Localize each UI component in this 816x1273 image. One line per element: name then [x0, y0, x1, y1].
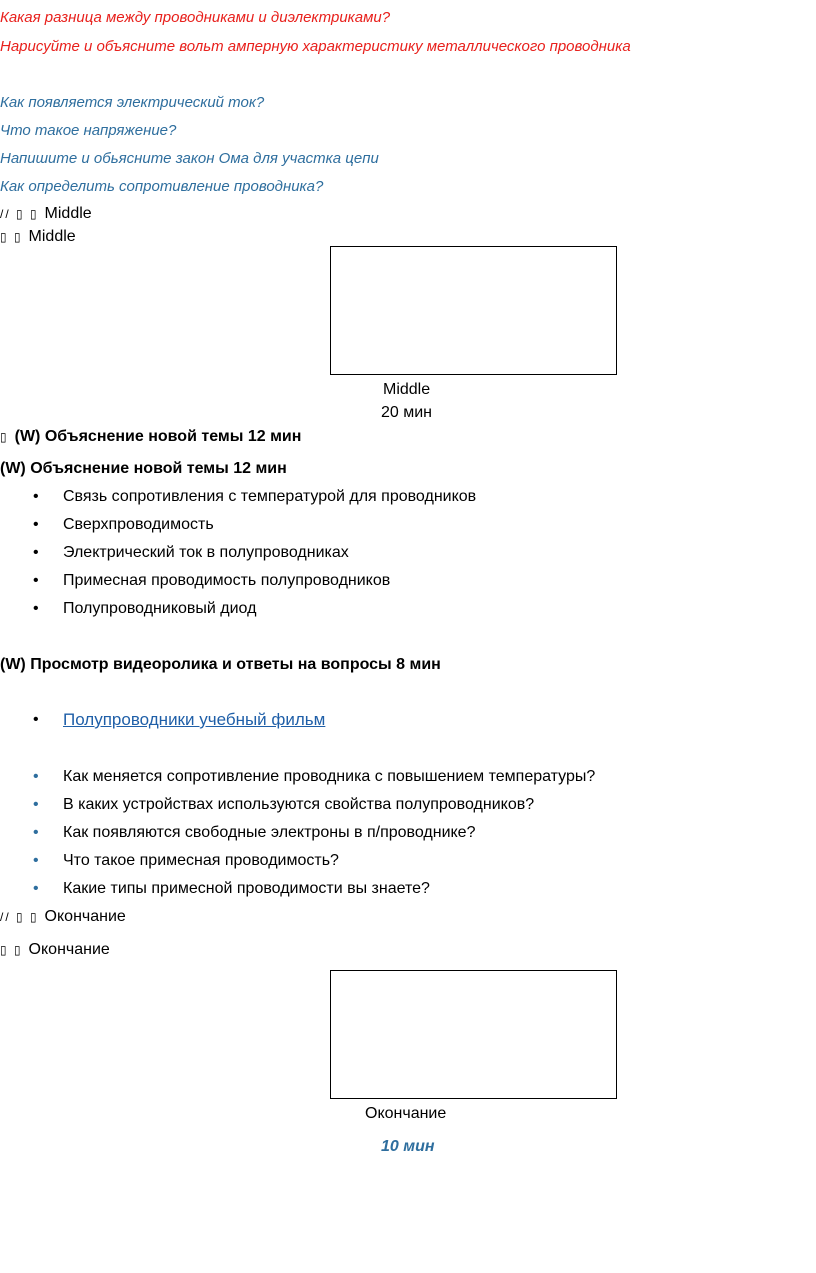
middle-label-line-2 — [0, 227, 76, 247]
list-item — [0, 543, 476, 563]
bullet-icon: • — [33, 852, 39, 869]
list-item — [0, 487, 476, 507]
middle-label-line-1 — [0, 204, 92, 224]
list-item — [0, 795, 595, 815]
list-item-text: Как появляются свободные электроны в п/проводнике? — [63, 824, 476, 841]
question-voltage: Что такое напряжение? — [0, 122, 177, 139]
list-item — [0, 709, 325, 732]
video-heading: (W) Просмотр видеоролика и ответы на вопросы 8 мин — [0, 656, 441, 673]
missing-glyph-icon: // ▯ ▯ — [0, 207, 39, 221]
middle-image-frame — [330, 246, 617, 375]
question-volt-ampere: Нарисуйте и объясните вольт амперную характеристику металлического проводника — [0, 38, 631, 55]
list-item — [0, 851, 595, 871]
bullet-icon: • — [33, 768, 39, 785]
new-topic-list — [0, 487, 476, 619]
bullet-icon: • — [33, 572, 39, 589]
ending-time: 10 мин — [381, 1138, 435, 1155]
list-item — [0, 599, 476, 619]
middle-label-2: Middle — [28, 228, 76, 245]
missing-glyph-icon: ▯ ▯ — [0, 943, 23, 957]
list-item-text: Что такое примесная проводимость? — [63, 852, 339, 869]
bullet-icon: • — [33, 880, 39, 897]
new-topic-heading-1: (W) Объяснение новой темы 12 мин — [14, 428, 302, 445]
new-topic-heading-2: (W) Объяснение новой темы 12 мин — [0, 460, 287, 477]
bullet-icon: • — [33, 516, 39, 533]
ending-image-frame — [330, 970, 617, 1099]
ending-label-line-1 — [0, 907, 126, 927]
list-item — [0, 515, 476, 535]
ending-label-1: Окончание — [44, 908, 126, 925]
new-topic-heading-glyph-line — [0, 427, 301, 447]
missing-glyph-icon: // ▯ ▯ — [0, 910, 39, 924]
list-item-text: Какие типы примесной проводимости вы знаете? — [63, 880, 430, 897]
question-conductors-dielectrics: Какая разница между проводниками и диэлектриками? — [0, 9, 391, 26]
bullet-icon: • — [33, 488, 39, 505]
ending-label-2: Окончание — [28, 941, 110, 958]
question-resistance: Как определить сопротивление проводника? — [0, 178, 324, 195]
middle-time: 20 мин — [381, 404, 433, 421]
list-item-text: В каких устройствах используются свойства полупроводников? — [63, 796, 535, 813]
video-questions-list — [0, 767, 595, 899]
middle-label-1: Middle — [44, 205, 92, 222]
video-link-list — [0, 709, 325, 732]
list-item-text: Электрический ток в полупроводниках — [63, 544, 349, 561]
missing-glyph-icon: ▯ ▯ — [0, 230, 23, 244]
bullet-icon: • — [33, 711, 39, 728]
bullet-icon: • — [33, 796, 39, 813]
missing-glyph-icon: ▯ — [0, 430, 9, 444]
list-item-text: Связь сопротивления с температурой для проводников — [63, 488, 477, 505]
bullet-icon: • — [33, 824, 39, 841]
list-item-text: Примесная проводимость полупроводников — [63, 572, 391, 589]
list-item — [0, 767, 595, 787]
question-ohm-law: Напишите и обьясните закон Ома для участка цепи — [0, 150, 379, 167]
middle-caption: Middle — [383, 381, 431, 398]
bullet-icon: • — [33, 544, 39, 561]
list-item-text: Полупроводниковый диод — [63, 600, 257, 617]
list-item — [0, 879, 595, 899]
list-item-text: Как меняется сопротивление проводника с повышением температуры? — [63, 768, 596, 785]
list-item — [0, 571, 476, 591]
ending-caption: Окончание — [365, 1105, 447, 1122]
video-link[interactable]: Полупроводники учебный фильм — [63, 710, 326, 729]
list-item — [0, 823, 595, 843]
list-item-text: Сверхпроводимость — [63, 516, 214, 533]
question-current-origin: Как появляется электрический ток? — [0, 94, 265, 111]
bullet-icon: • — [33, 600, 39, 617]
ending-label-line-2 — [0, 940, 110, 960]
